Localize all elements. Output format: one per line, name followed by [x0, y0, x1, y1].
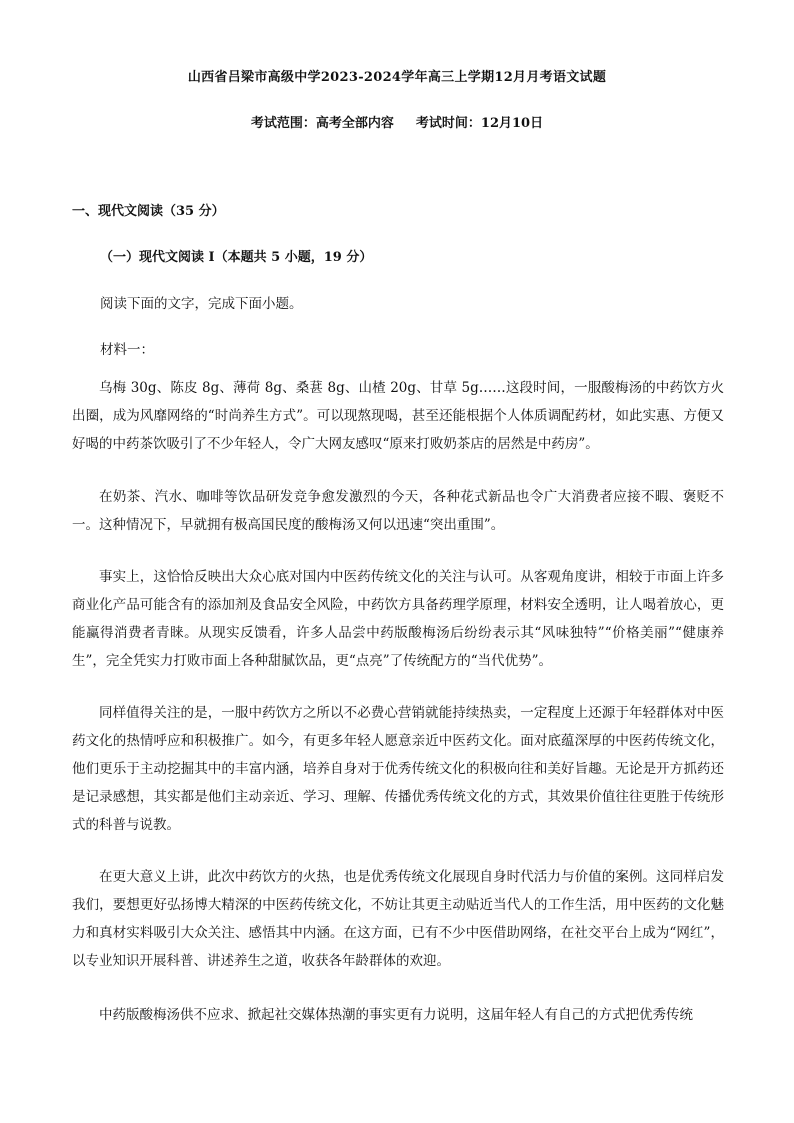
paragraph-1: 乌梅 30g、陈皮 8g、薄荷 8g、桑葚 8g、山楂 20g、甘草 5g……这段时间，一服酸梅汤的中药饮方火出圈，成为风靡网络的“时尚养生方式”。可以现熬现喝，甚至还能根据个人体质调配药材，如此实惠、方便又好喝的中药茶饮吸引了不少年轻人，令广大网友感叹“原来打败奶茶店的居然是中药房”。: [72, 380, 724, 452]
paragraph-2: 在奶茶、汽水、咖啡等饮品研发竞争愈发激烈的今天，各种花式新品也令广大消费者应接不暇、褒贬不一。这种情况下，早就拥有极高国民度的酸梅汤又何以迅速“突出重围”。: [72, 489, 724, 533]
paragraph-6: 中药版酸梅汤供不应求、掀起社交媒体热潮的事实更有力说明，这届年轻人有自己的方式把优秀传统: [99, 1007, 693, 1023]
exam-info: [0, 112, 794, 131]
subsection-heading: （一）现代文阅读 I（本题共 5 小题，19 分）: [100, 250, 373, 265]
section-heading: 一、现代文阅读（35 分）: [72, 204, 225, 219]
paragraph-3: 事实上，这恰恰反映出大众心底对国内中医药传统文化的关注与认可。从客观角度讲，相较于市面上许多商业化产品可能含有的添加剂及食品安全风险，中药饮方具备药理学原理，材料安全透明，让人喝着放心，更能赢得消费者青睐。从现实反馈看，许多人品尝中药版酸梅汤后纷纷表示其“风味独特”“价格美丽”“健康养生”，完全凭实力打败市面上各种甜腻饮品，更“点亮”了传统配方的“当代优势”。: [72, 569, 724, 669]
reading-instruction: 阅读下面的文字，完成下面小题。: [100, 296, 303, 312]
material-label: 材料一：: [100, 342, 154, 358]
exam-time: 考试时间：12月10日: [415, 116, 544, 131]
paragraph-5: 在更大意义上讲，此次中药饮方的火热，也是优秀传统文化展现自身时代活力与价值的案例。这同样启发我们，要想更好弘扬博大精深的中医药传统文化，不妨让其更主动贴近当代人的工作生活，用中医药的文化魅力和真材实料吸引大众关注、感悟其中内涵。在这方面，已有不少中医借助网络，在社交平台上成为“网红”，以专业知识开展科普、讲述养生之道，收获各年龄群体的欢迎。: [72, 869, 724, 969]
exam-scope: 考试范围：高考全部内容: [250, 116, 394, 131]
exam-title: 山西省吕梁市高级中学2023-2024学年高三上学期12月月考语文试题: [187, 70, 607, 85]
paragraph-4: 同样值得关注的是，一服中药饮方之所以不必费心营销就能持续热卖，一定程度上还源于年轻群体对中医药文化的热情呼应和积极推广。如今，有更多年轻人愿意亲近中医药文化。面对底蕴深厚的中医药传统文化，他们更乐于主动挖掘其中的丰富内涵，培养自身对于优秀传统文化的积极向往和美好旨趣。无论是开方抓药还是记录感想，其实都是他们主动亲近、学习、理解、传播优秀传统文化的方式，其效果价值往往更胜于传统形式的科普与说教。: [72, 705, 724, 833]
